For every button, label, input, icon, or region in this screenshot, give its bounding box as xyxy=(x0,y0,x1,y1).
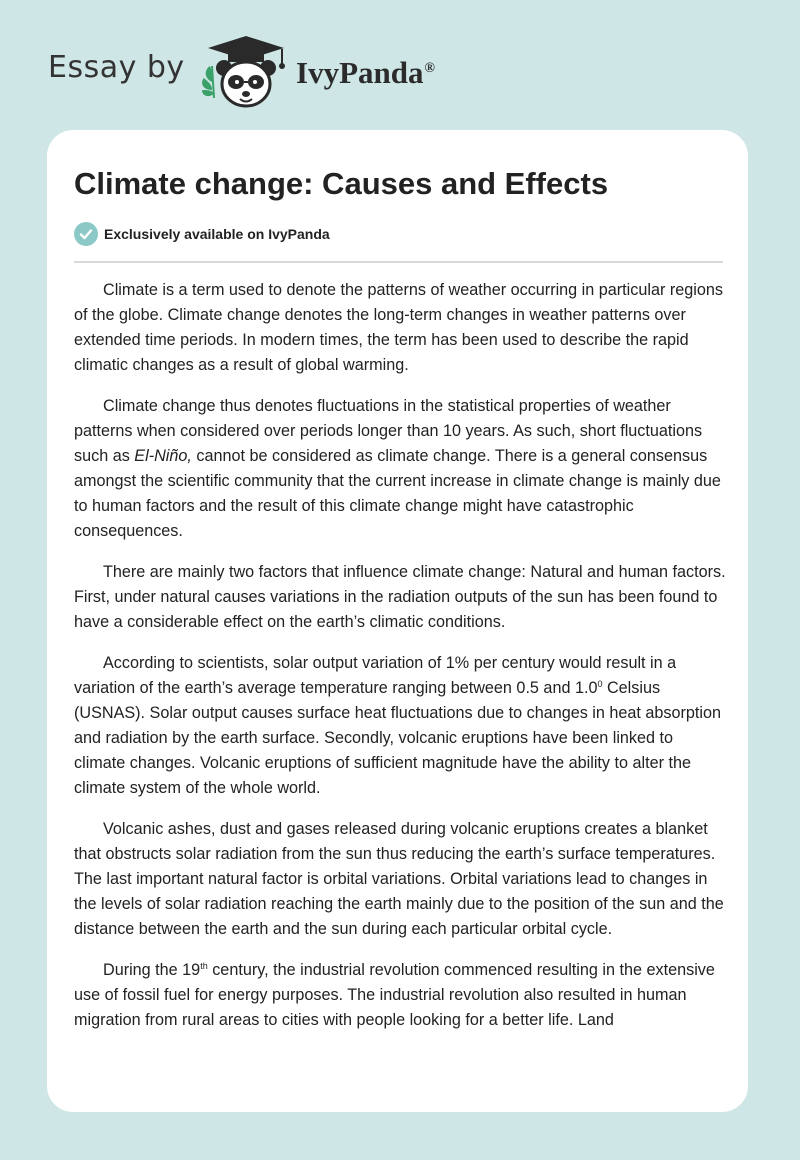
ordinal-superscript: th xyxy=(200,961,208,971)
paragraph-text: According to scientists, solar output variation of 1% per century would result in a variation of the earth’s average temperature ranging between 0.5 and 1.0 xyxy=(74,654,677,697)
essay-body xyxy=(74,278,726,1049)
paragraph: Volcanic ashes, dust and gases released during volcanic eruptions creates a blanket that obstructs solar radiation from the sun thus reducing the earth’s surface temperatures. The last important natural factor is orbital variations. Orbital variations lead to changes in the levels of solar radiation reaching the earth mainly due to the position of the sun and the distance between the earth and the sun during each particular orbital cycle. xyxy=(74,820,724,938)
paragraph-text: During the 19 xyxy=(103,961,201,979)
paragraph-text: century, the industrial revolution commenced resulting in the extensive use of fossil fuel for energy purposes. The industrial revolution also resulted in human migration from rural areas to cities with people looking for a better life. Land xyxy=(74,961,715,1029)
paragraph-text: Climate change thus denotes fluctuations in the statistical properties of weather patterns when considered over periods longer than 10 years. As such, short fluctuations such as xyxy=(74,397,703,465)
panda-graduate-logo-icon[interactable] xyxy=(198,32,294,112)
title-divider xyxy=(74,261,723,263)
exclusive-badge xyxy=(74,221,330,247)
page-title: Climate change: Causes and Effects xyxy=(74,166,609,201)
paragraph xyxy=(74,958,726,1033)
site-header xyxy=(0,0,800,120)
registered-mark: ® xyxy=(424,60,435,76)
paragraph xyxy=(74,651,726,801)
brand-name-text: IvyPanda xyxy=(296,55,424,90)
paragraph: There are mainly two factors that influence climate change: Natural and human factors. First, under natural causes variations in the radiation outputs of the sun has been found to have a considerable effect on the earth’s climatic conditions. xyxy=(74,563,726,631)
brand-name[interactable] xyxy=(296,55,435,91)
degree-superscript: 0 xyxy=(597,679,603,689)
paragraph: Climate is a term used to denote the patterns of weather occurring in particular regions of the globe. Climate change denotes the long-term changes in weather patterns over extended time periods. In modern times, the term has been used to describe the rapid climatic changes as a result of global warming. xyxy=(74,281,723,374)
paragraph-text: cannot be considered as climate change. There is a general consensus amongst the scientific community that the current increase in climate change is mainly due to human factors and the result of this climate change might have catastrophic consequences. xyxy=(74,447,721,540)
paragraph xyxy=(74,394,726,544)
emphasis-term: El-Niño, xyxy=(134,447,192,465)
essay-by-label: Essay by xyxy=(48,50,185,85)
exclusive-badge-text: Exclusively available on IvyPanda xyxy=(104,226,330,242)
check-circle-icon xyxy=(74,222,98,246)
paragraph-text: Celsius (USNAS). Solar output causes surface heat fluctuations due to changes in heat absorption and radiation by the earth surface. Secondly, volcanic eruptions have been linked to climate changes. Volcanic eruptions of sufficient magnitude have the ability to alter the climate system of the whole world. xyxy=(74,679,721,797)
essay-card xyxy=(47,130,748,1112)
